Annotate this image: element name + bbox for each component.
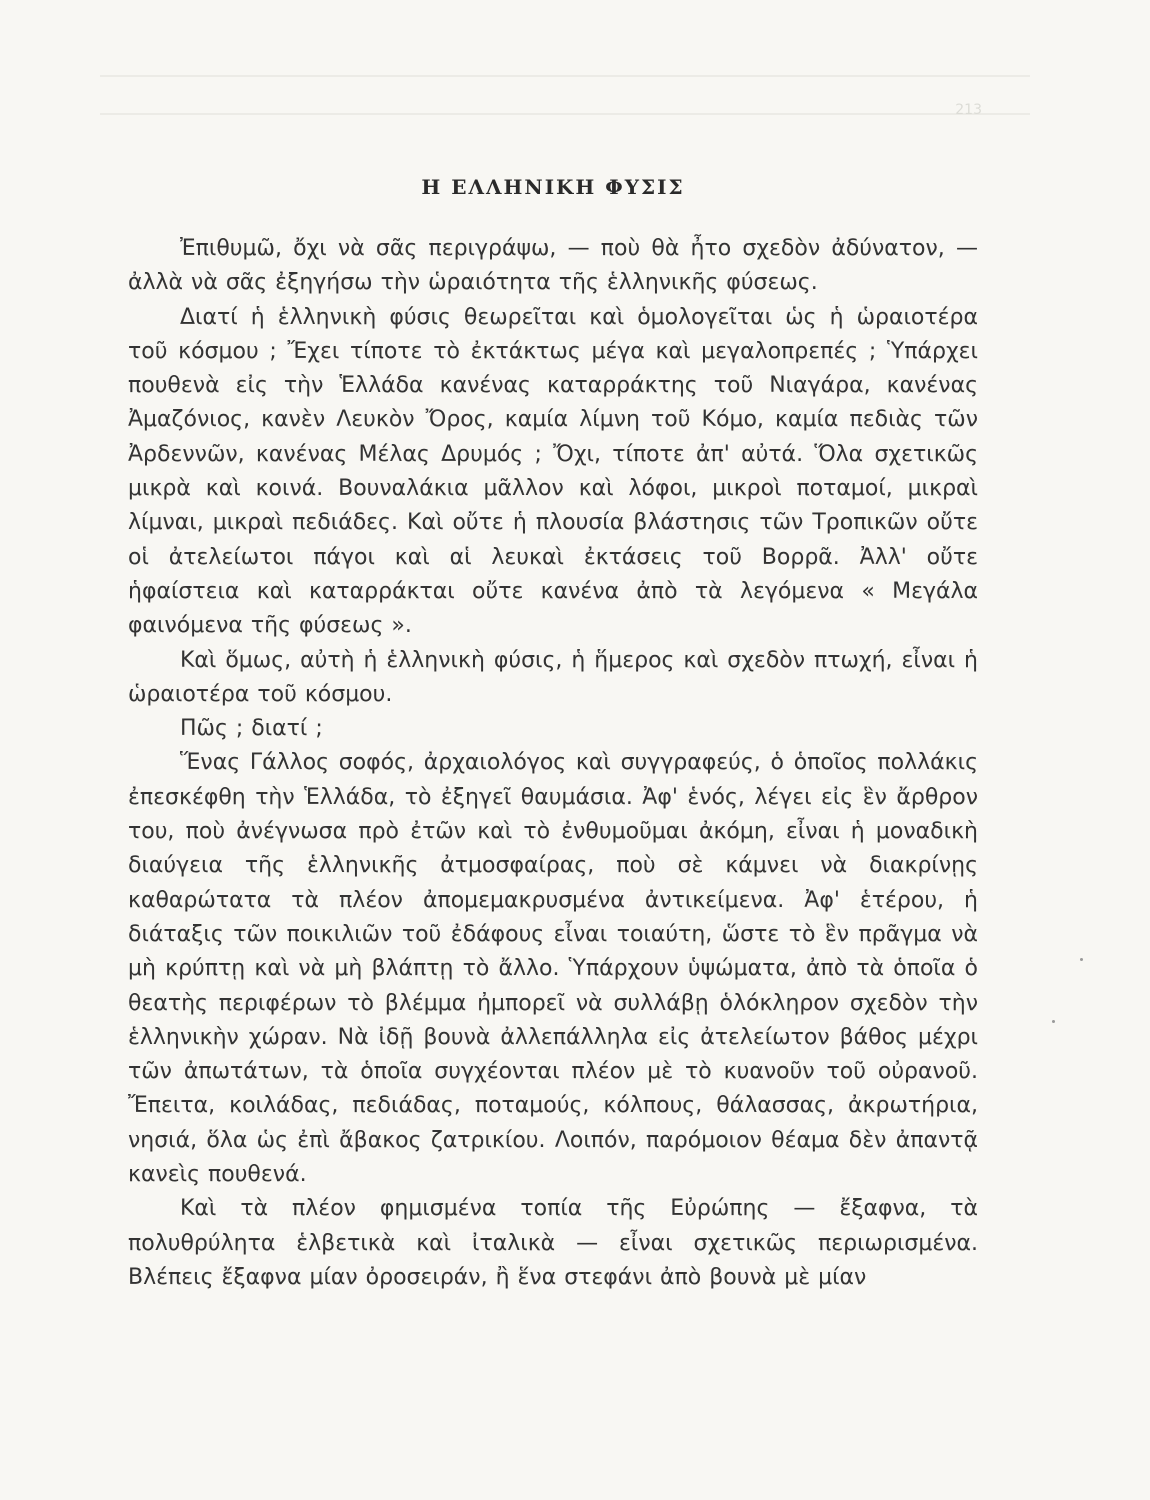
paragraph: Ἐπιθυμῶ, ὄχι νὰ σᾶς περιγράψω, — ποὺ θὰ ἦτο σχεδὸν ἀδύνατον, — ἀλλὰ νὰ σᾶς ἐξηγήσω τὴν ὡραιότητα τῆς ἑλληνικῆς φύσεως. (128, 236, 978, 296)
paragraph: Καὶ ὅμως, αὐτὴ ἡ ἑλληνικὴ φύσις, ἡ ἥμερος καὶ σχεδὸν πτωχή, εἶναι ἡ ὡραιοτέρα τοῦ κόσμου. (128, 647, 978, 707)
bleed-through-line (100, 75, 1030, 77)
body-text (128, 232, 978, 1295)
paragraph: Πῶς ; διατί ; (180, 716, 323, 742)
bleed-through-line (100, 113, 1030, 115)
scan-speck (1080, 958, 1083, 961)
page-number: 213 (955, 102, 982, 118)
page-title: Η ΕΛΛΗΝΙΚΗ ΦΥΣΙΣ (421, 175, 685, 199)
paragraph: Καὶ τὰ πλέον φημισμένα τοπία τῆς Εὐρώπης — ἔξαφνα, τὰ πολυθρύλητα ἑλβετικὰ καὶ ἰταλικὰ — εἶναι σχετικῶς περιωρισμένα. Βλέπεις ἔξαφνα μίαν ὀροσειράν, ἢ ἕνα στεφάνι ἀπὸ βουνὰ μὲ μίαν (128, 1196, 978, 1290)
paragraph: Ἕνας Γάλλος σοφός, ἀρχαιολόγος καὶ συγγραφεύς, ὁ ὁποῖος πολλάκις ἐπεσκέφθη τὴν Ἑλλάδα, τὸ ἐξηγεῖ θαυμάσια. Ἀφ' ἑνός, λέγει εἰς ἓν ἄρθρον του, ποὺ ἀνέγνωσα πρὸ ἐτῶν καὶ τὸ ἐνθυμοῦμαι ἀκόμη, εἶναι ἡ μοναδικὴ διαύγεια τῆς ἑλληνικῆς ἀτμοσφαίρας, ποὺ σὲ κάμνει νὰ διακρίνῃς καθαρώτατα τὰ πλέον ἀπομεμακρυσμένα ἀντικείμενα. Ἀφ' ἑτέρου, ἡ διάταξις τῶν ποικιλιῶν τοῦ ἐδάφους εἶναι τοιαύτη, ὥστε τὸ ἓν πρᾶγμα νὰ μὴ κρύπτῃ καὶ νὰ μὴ βλάπτῃ τὸ ἄλλο. Ὑπάρχουν ὑψώματα, ἀπὸ τὰ ὁποῖα ὁ θεατὴς περιφέρων τὸ βλέμμα ἠμπορεῖ νὰ συλλάβῃ ὁλόκληρον σχεδὸν τὴν ἑλληνικὴν χώραν. Νὰ ἰδῇ βουνὰ ἀλλεπάλληλα εἰς ἀτελείωτον βάθος μέχρι τῶν ἀπωτάτων, τὰ ὁποῖα συγχέονται πλέον μὲ τὸ κυανοῦν τοῦ οὐρανοῦ. Ἔπειτα, κοιλάδας, πεδιάδας, ποταμούς, κόλπους, θάλασσας, ἀκρωτήρια, νησιά, ὅλα ὡς ἐπὶ ἄβακος ζατρικίου. Λοιπόν, παρόμοιον θέαμα δὲν ἀπαντᾷ κανεὶς πουθενά. (128, 750, 978, 1188)
scan-speck (1052, 1020, 1055, 1023)
paragraph: Διατί ἡ ἑλληνικὴ φύσις θεωρεῖται καὶ ὁμολογεῖται ὡς ἡ ὡραιοτέρα τοῦ κόσμου ; Ἔχει τίποτε τὸ ἐκτάκτως μέγα καὶ μεγαλοπρεπές ; Ὑπάρχει πουθενὰ εἰς τὴν Ἑλλάδα κανένας καταρράκτης τοῦ Νιαγάρα, κανένας Ἀμαζόνιος, κανὲν Λευκὸν Ὄρος, καμία λίμνη τοῦ Κόμο, καμία πεδιὰς τῶν Ἀρδεννῶν, κανένας Μέλας Δρυμός ; Ὄχι, τίποτε ἀπ' αὐτά. Ὅλα σχετικῶς μικρὰ καὶ κοινά. Βουναλάκια μᾶλλον καὶ λόφοι, μικροὶ ποταμοί, μικραὶ λίμναι, μικραὶ πεδιάδες. Καὶ οὔτε ἡ πλουσία βλάστησις τῶν Τροπικῶν οὔτε οἱ ἀτελείωτοι πάγοι καὶ αἱ λευκαὶ ἐκτάσεις τοῦ Βορρᾶ. Ἀλλ' οὔτε ἡφαίστεια καὶ καταρράκται οὔτε κανένα ἀπὸ τὰ λεγόμενα « Μεγάλα φαινόμενα τῆς φύσεως ». (128, 304, 978, 639)
